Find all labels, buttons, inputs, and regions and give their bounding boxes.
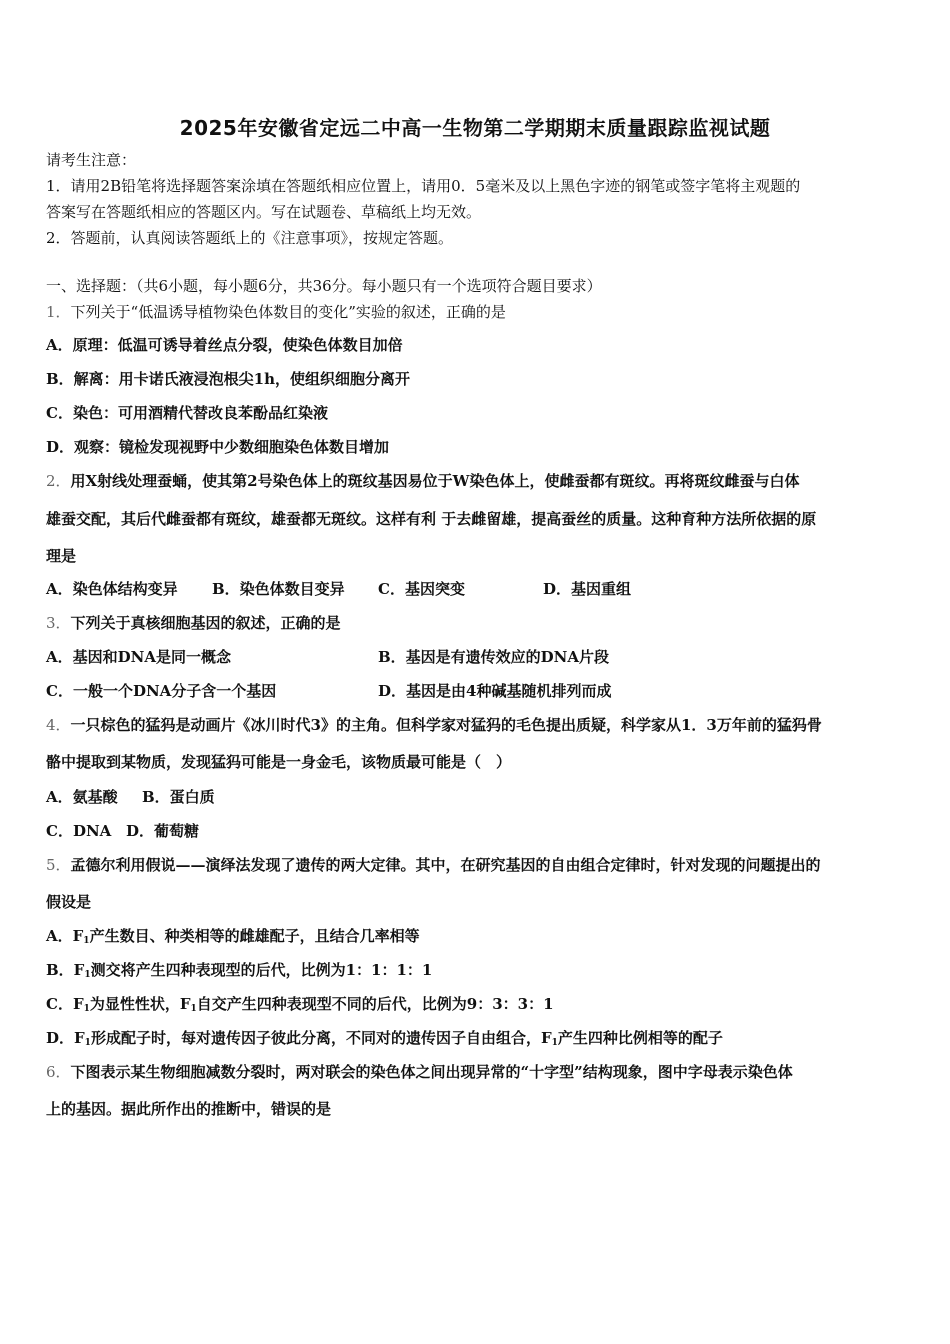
question-text: 一只棕色的猛犸是动画片《冰川时代3》的主角。但科学家对猛犸的毛色提出质疑，科学家从1．3万年前的猛犸骨 (70, 716, 822, 734)
question-number: 5． (46, 856, 71, 874)
question-2-option-d: D．基因重组 (543, 580, 632, 598)
question-3-option-a: A．基因和DNA是同一概念 (46, 648, 231, 666)
option-prefix: D．F (46, 1029, 85, 1047)
subscript: 1 (84, 970, 91, 980)
question-text: 下列关于真核细胞基因的叙述，正确的是 (70, 614, 341, 632)
question-text: 孟德尔利用假说——演绎法发现了遗传的两大定律。其中，在研究基因的自由组合定律时，针对发现的问题提出的 (70, 856, 821, 874)
notice-item-1-line-2: 答案写在答题纸相应的答题区内。写在试题卷、草稿纸上均无效。 (46, 203, 482, 221)
question-2-option-a: A．染色体结构变异 (46, 580, 178, 598)
option-prefix: B．F (46, 961, 85, 979)
question-number: 1． (46, 303, 71, 321)
subscript: 1 (190, 1004, 197, 1014)
question-4-stem-line-2: 骼中提取到某物质，发现猛犸可能是一身金毛，该物质最可能是（ ） (46, 753, 512, 771)
question-1-stem (46, 302, 908, 322)
question-2-option-b: B．染色体数目变异 (212, 580, 345, 598)
question-4-stem-line-1 (46, 715, 908, 735)
question-text: 用X射线处理蚕蛹，使其第2号染色体上的斑纹基因易位于W染色体上，使雌蚕都有斑纹。再将斑纹雌蚕与白体 (70, 472, 800, 490)
subscript: 1 (551, 1038, 558, 1048)
option-prefix: A．F (46, 927, 84, 945)
question-1-option-c: C．染色：可用酒精代替改良苯酚品红染液 (46, 404, 328, 422)
question-4-option-d: D．葡萄糖 (126, 822, 200, 840)
notice-item-1-line-1: 1．请用2B铅笔将选择题答案涂填在答题纸相应位置上，请用0．5毫米及以上黑色字迹的钢笔或签字笔将主观题的 (46, 177, 801, 195)
question-5-option-d (46, 1028, 908, 1053)
subscript: 1 (84, 1038, 91, 1048)
option-text: 为显性性状，F (89, 995, 191, 1013)
question-number: 3． (46, 614, 71, 632)
section-heading: 一、选择题：（共6小题，每小题6分，共36分。每小题只有一个选项符合题目要求） (46, 277, 602, 295)
question-5-stem-line-1 (46, 855, 908, 875)
question-2-stem-line-3: 理是 (46, 547, 77, 565)
question-5-option-b (46, 960, 908, 985)
notice-heading: 请考生注意： (46, 151, 137, 169)
question-5-option-c (46, 994, 908, 1019)
option-text: 测交将产生四种表现型的后代，比例为1：1：1：1 (90, 961, 433, 979)
page-title: 2025年安徽省定远二中高一生物第二学期期末质量跟踪监视试题 (179, 116, 771, 140)
question-3-option-d: D．基因是由4种碱基随机排列而成 (378, 682, 612, 700)
question-3-option-b: B．基因是有遗传效应的DNA片段 (378, 648, 610, 666)
question-4-option-b: B．蛋白质 (142, 788, 215, 806)
question-3-stem (46, 613, 908, 633)
question-1-option-b: B．解离：用卡诺氏液浸泡根尖1h，使组织细胞分离开 (46, 370, 411, 388)
option-text: 产生四种比例相等的配子 (557, 1029, 723, 1047)
question-4-option-c: C．DNA (46, 822, 112, 840)
question-2-option-c: C．基因突变 (378, 580, 465, 598)
notice-item-2: 2．答题前，认真阅读答题纸上的《注意事项》，按规定答题。 (46, 229, 454, 247)
question-5-option-a (46, 926, 908, 951)
question-text: 下图表示某生物细胞减数分裂时，两对联会的染色体之间出现异常的“十字型”结构现象，图中字母表示染色体 (70, 1063, 793, 1081)
question-4-option-a: A．氨基酸 (46, 788, 118, 806)
question-1-option-d: D．观察：镜检发现视野中少数细胞染色体数目增加 (46, 438, 390, 456)
question-5-stem-line-2: 假设是 (46, 893, 92, 911)
question-text: 下列关于“低温诱导植物染色体数目的变化”实验的叙述，正确的是 (70, 303, 506, 321)
question-2-stem-line-1 (46, 471, 908, 491)
option-text: 自交产生四种表现型不同的后代，比例为9：3：3：1 (196, 995, 554, 1013)
question-3-option-c: C．一般一个DNA分子含一个基因 (46, 682, 277, 700)
option-text: 产生数目、种类相等的雌雄配子，且结合几率相等 (89, 927, 420, 945)
question-number: 4． (46, 716, 71, 734)
option-prefix: C．F (46, 995, 84, 1013)
subscript: 1 (83, 1004, 90, 1014)
option-text: 形成配子时，每对遗传因子彼此分离，不同对的遗传因子自由组合，F (90, 1029, 552, 1047)
question-1-option-a: A．原理：低温可诱导着丝点分裂，使染色体数目加倍 (46, 336, 403, 354)
subscript: 1 (83, 936, 90, 946)
question-6-stem-line-2: 上的基因。据此所作出的推断中，错误的是 (46, 1100, 332, 1118)
question-6-stem-line-1 (46, 1062, 908, 1082)
question-number: 2． (46, 472, 71, 490)
question-2-stem-line-2: 雄蚕交配，其后代雌蚕都有斑纹，雄蚕都无斑纹。这样有利 于去雌留雄，提高蚕丝的质量。这种育种方法所依据的原 (46, 510, 817, 528)
question-number: 6． (46, 1063, 71, 1081)
